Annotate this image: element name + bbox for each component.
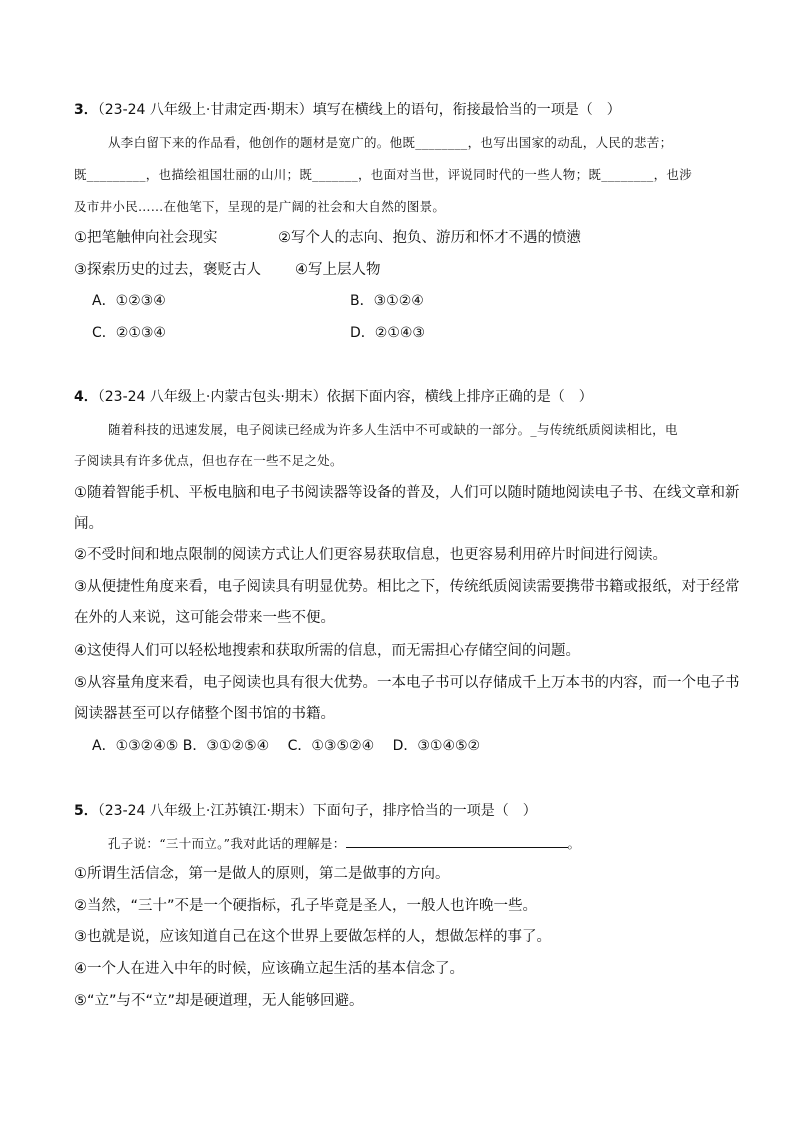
- question-4-item-5-line-2: 阅读器甚至可以存储整个图书馆的书籍。: [74, 706, 335, 722]
- question-5-item-5: ⑤“立”与不“立”却是硬道理，无人能够回避。: [74, 993, 364, 1009]
- question-5-header: [74, 801, 537, 821]
- question-5-answer-blank[interactable]: [346, 833, 568, 848]
- question-5-passage: [108, 833, 580, 854]
- question-4-item-3-line-1: ③从便捷性角度来看，电子阅读具有明显优势。相比之下，传统纸质阅读需要携带书籍或报纸，对于经常: [74, 579, 740, 595]
- question-4-passage-line-1: 随着科技的迅速发展，电子阅读已经成为许多人生活中不可或缺的一部分。_与传统纸质阅读相比，电: [108, 422, 678, 437]
- question-4-number: 4．: [74, 389, 98, 405]
- question-5-passage-text: 孔子说：“三十而立。”我对此话的理解是：: [108, 836, 346, 851]
- question-3-passage-line-3: 及市井小民……在他笔下，呈现的是广阔的社会和大自然的图景。: [74, 199, 446, 214]
- question-3-choice-a[interactable]: A．①②③④: [92, 293, 166, 309]
- question-4-choices[interactable]: A．①③②④⑤ B．③①②⑤④ C．①③⑤②④ D．③①④⑤②: [92, 738, 481, 754]
- question-4-item-3-line-2: 在外的人来说，这可能会带来一些不便。: [74, 610, 335, 626]
- question-3-title: （23-24 八年级上·甘肃定西·期末）填写在横线上的语句，衔接最恰当的一项是（ ）: [97, 102, 621, 118]
- question-3-passage-line-1: 从李白留下来的作品看，他创作的题材是宽广的。他既________，也写出国家的动乱，人民的悲苦；: [108, 135, 673, 150]
- question-3-option-1: ①把笔触伸向社会现实: [74, 230, 218, 246]
- question-4-title: （23-24 八年级上·内蒙古包头·期末）依据下面内容，横线上排序正确的是（ ）: [97, 389, 593, 405]
- question-4-item-5-line-1: ⑤从容量角度来看，电子阅读也具有很大优势。一本电子书可以存储成千上万本书的内容，而一个电子书: [74, 675, 740, 691]
- question-4-item-1-line-2: 闻。: [74, 516, 103, 532]
- question-5-item-1: ①所谓生活信念，第一是做人的原则，第二是做事的方向。: [74, 866, 450, 882]
- question-3-choice-b[interactable]: B．③①②④: [350, 293, 424, 309]
- question-4-header: [74, 387, 593, 407]
- question-4-item-4: ④这使得人们可以轻松地搜索和获取所需的信息，而无需担心存储空间的问题。: [74, 643, 580, 659]
- question-4-item-2: ②不受时间和地点限制的阅读方式让人们更容易获取信息，也更容易利用碎片时间进行阅读。: [74, 547, 667, 563]
- question-3-choice-c[interactable]: C．②①③④: [92, 325, 166, 341]
- question-4-item-1-line-1: ①随着智能手机、平板电脑和电子书阅读器等设备的普及，人们可以随时随地阅读电子书、在线文章和新: [74, 485, 740, 501]
- question-5-item-4: ④一个人在进入中年的时候，应该确立起生活的基本信念了。: [74, 961, 464, 977]
- question-3-choice-d[interactable]: D．②①④③: [350, 325, 425, 341]
- question-3-option-4: ④写上层人物: [295, 262, 381, 278]
- question-5-passage-end: 。: [567, 836, 581, 851]
- question-3-header: [74, 100, 621, 120]
- question-4-passage-line-2: 子阅读具有许多优点，但也存在一些不足之处。: [74, 453, 343, 468]
- question-3-number: 3．: [74, 102, 98, 118]
- question-5-item-3: ③也就是说，应该知道自己在这个世界上要做怎样的人，想做怎样的事了。: [74, 929, 551, 945]
- question-3-passage-line-2: 既_________，也描绘祖国壮丽的山川；既_______，也面对当世，评说同时代的一些人物；既________，也涉: [74, 167, 693, 182]
- question-3-option-3: ③探索历史的过去，褒贬古人: [74, 262, 261, 278]
- question-5-number: 5．: [74, 803, 98, 819]
- question-5-title: （23-24 八年级上·江苏镇江·期末）下面句子，排序恰当的一项是（ ）: [97, 803, 537, 819]
- question-3-option-2: ②写个人的志向、抱负、游历和怀才不遇的愤懑: [278, 230, 581, 246]
- question-5-item-2: ②当然，“三十”不是一个硬指标，孔子毕竟是圣人，一般人也许晚一些。: [74, 898, 538, 914]
